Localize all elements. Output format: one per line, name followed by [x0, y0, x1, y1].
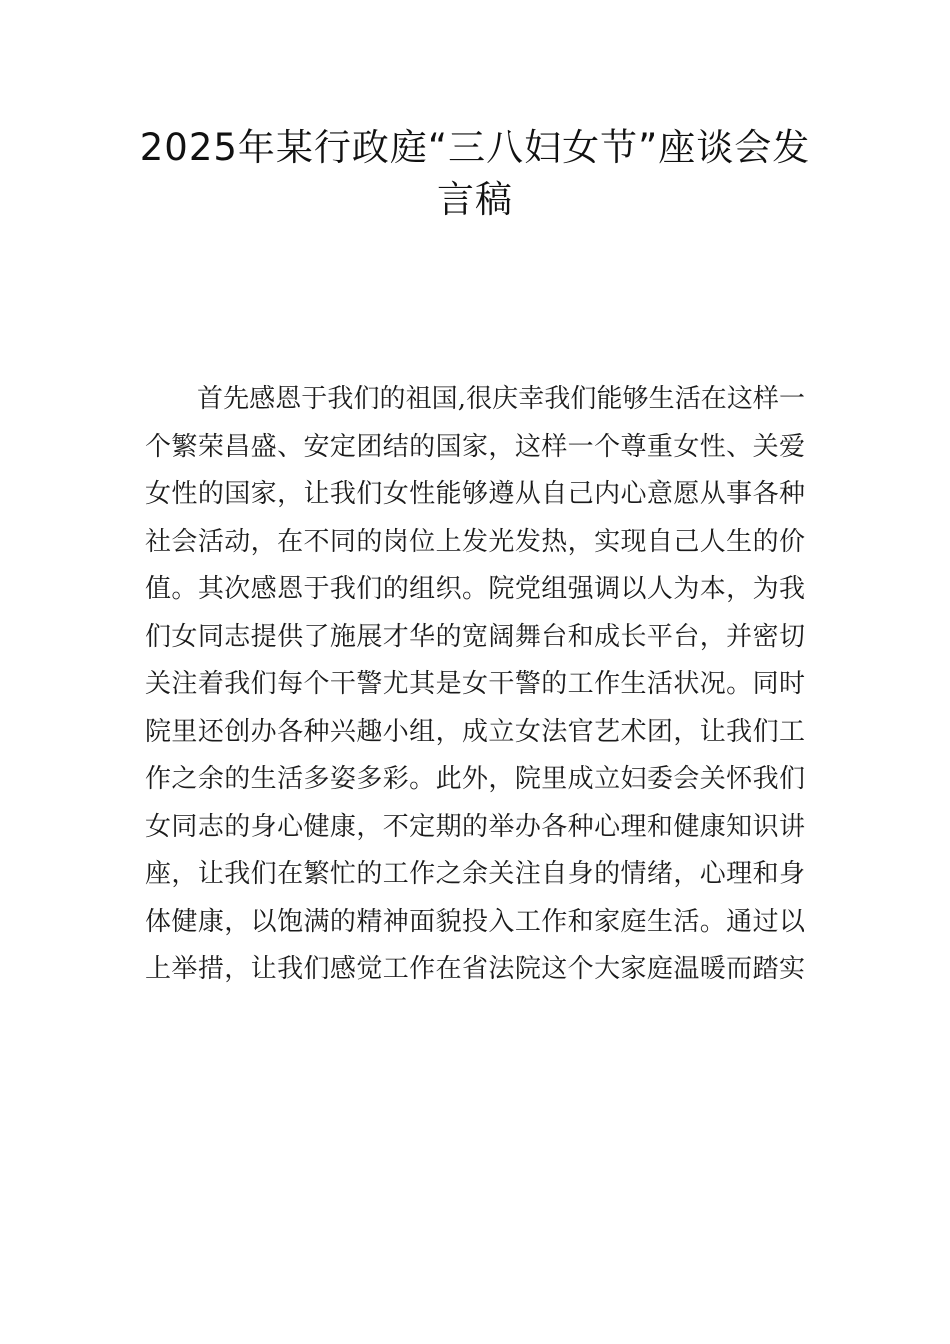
document-title [100, 122, 850, 226]
body-line: 座，让我们在繁忙的工作之余关注自身的情绪，心理和身 [145, 859, 805, 889]
body-line: 体健康，以饱满的精神面貌投入工作和家庭生活。通过以 [145, 906, 805, 937]
body-line: 上举措，让我们感觉工作在省法院这个大家庭温暖而踏实 [145, 954, 805, 984]
body-line: 院里还创办各种兴趣小组，成立女法官艺术团，让我们工 [145, 716, 805, 747]
body-line: 关注着我们每个干警尤其是女干警的工作生活状况。同时 [145, 669, 805, 699]
body-line: 社会活动，在不同的岗位上发光发热，实现自己人生的价 [145, 526, 805, 557]
body-line: 们女同志提供了施展才华的宽阔舞台和成长平台，并密切 [145, 621, 805, 652]
body-line: 值。其次感恩于我们的组织。院党组强调以人为本，为我 [145, 574, 805, 604]
body-line: 首先感恩于我们的祖国,很庆幸我们能够生活在这样一 [197, 384, 805, 414]
body-line: 女同志的身心健康，不定期的举办各种心理和健康知识讲 [145, 811, 805, 842]
body-line: 作之余的生活多姿多彩。此外，院里成立妇委会关怀我们 [145, 764, 805, 794]
body-line: 女性的国家，让我们女性能够遵从自己内心意愿从事各种 [145, 479, 805, 509]
body-line: 个繁荣昌盛、安定团结的国家，这样一个尊重女性、关爱 [145, 431, 805, 462]
document-body [145, 376, 805, 994]
title-line-2: 言稿 [437, 178, 513, 221]
title-line-1: 2025年某行政庭“三八妇女节”座谈会发 [139, 126, 811, 169]
